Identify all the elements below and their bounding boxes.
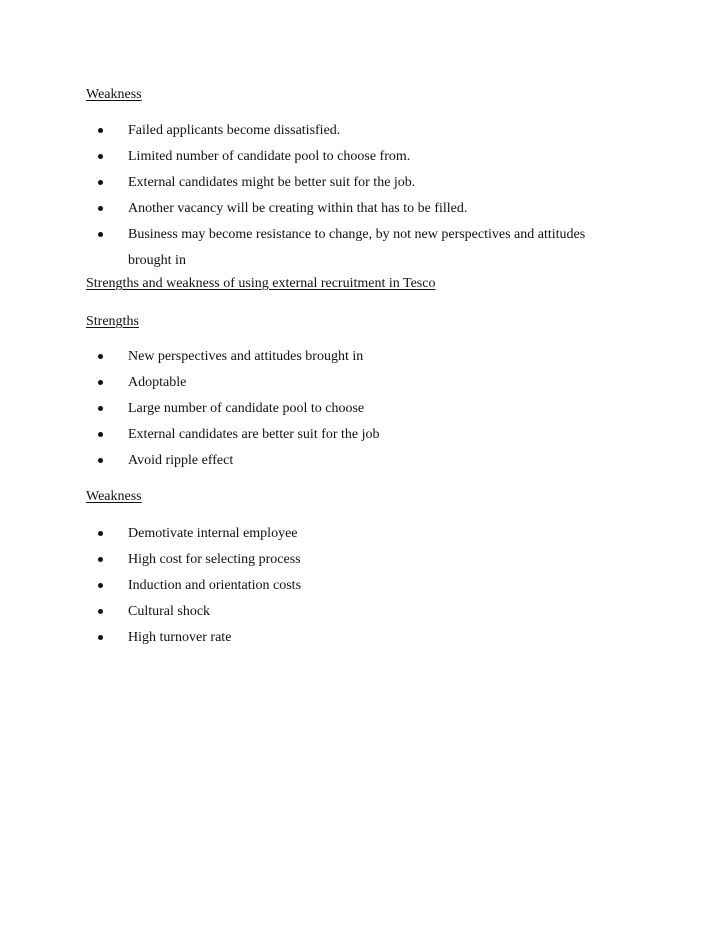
list-item: Adoptable bbox=[98, 370, 618, 396]
list-item: Cultural shock bbox=[98, 599, 618, 625]
section-heading-weakness-external: Weakness bbox=[86, 489, 142, 504]
bullet-icon bbox=[98, 154, 103, 159]
bullet-icon bbox=[98, 206, 103, 211]
bullet-list-strengths bbox=[98, 344, 618, 474]
section-heading-strengths: Strengths bbox=[86, 314, 139, 329]
list-item: External candidates might be better suit for the job. bbox=[98, 170, 618, 196]
list-item: Another vacancy will be creating within that has to be filled. bbox=[98, 196, 618, 222]
list-item: High cost for selecting process bbox=[98, 547, 618, 573]
section-heading-weakness-internal: Weakness bbox=[86, 87, 142, 102]
bullet-icon bbox=[98, 583, 103, 588]
bullet-icon bbox=[98, 557, 103, 562]
section-heading-external-recruitment: Strengths and weakness of using external recruitment in Tesco bbox=[86, 276, 436, 291]
list-item: New perspectives and attitudes brought in bbox=[98, 344, 618, 370]
bullet-icon bbox=[98, 432, 103, 437]
bullet-icon bbox=[98, 380, 103, 385]
list-item: Limited number of candidate pool to choose from. bbox=[98, 144, 618, 170]
list-item: Business may become resistance to change, by not new perspectives and attitudes brought in bbox=[98, 222, 608, 274]
bullet-icon bbox=[98, 531, 103, 536]
list-item: Failed applicants become dissatisfied. bbox=[98, 118, 618, 144]
bullet-list-weakness-external bbox=[98, 521, 618, 651]
list-item: Large number of candidate pool to choose bbox=[98, 396, 618, 422]
bullet-icon bbox=[98, 232, 103, 237]
list-item: Demotivate internal employee bbox=[98, 521, 618, 547]
bullet-icon bbox=[98, 406, 103, 411]
bullet-icon bbox=[98, 180, 103, 185]
bullet-icon bbox=[98, 458, 103, 463]
bullet-icon bbox=[98, 609, 103, 614]
list-item: High turnover rate bbox=[98, 625, 618, 651]
bullet-icon bbox=[98, 354, 103, 359]
list-item: Induction and orientation costs bbox=[98, 573, 618, 599]
bullet-icon bbox=[98, 128, 103, 133]
bullet-list-weakness-internal bbox=[98, 118, 618, 274]
list-item: Avoid ripple effect bbox=[98, 448, 618, 474]
bullet-icon bbox=[98, 635, 103, 640]
list-item: External candidates are better suit for the job bbox=[98, 422, 618, 448]
